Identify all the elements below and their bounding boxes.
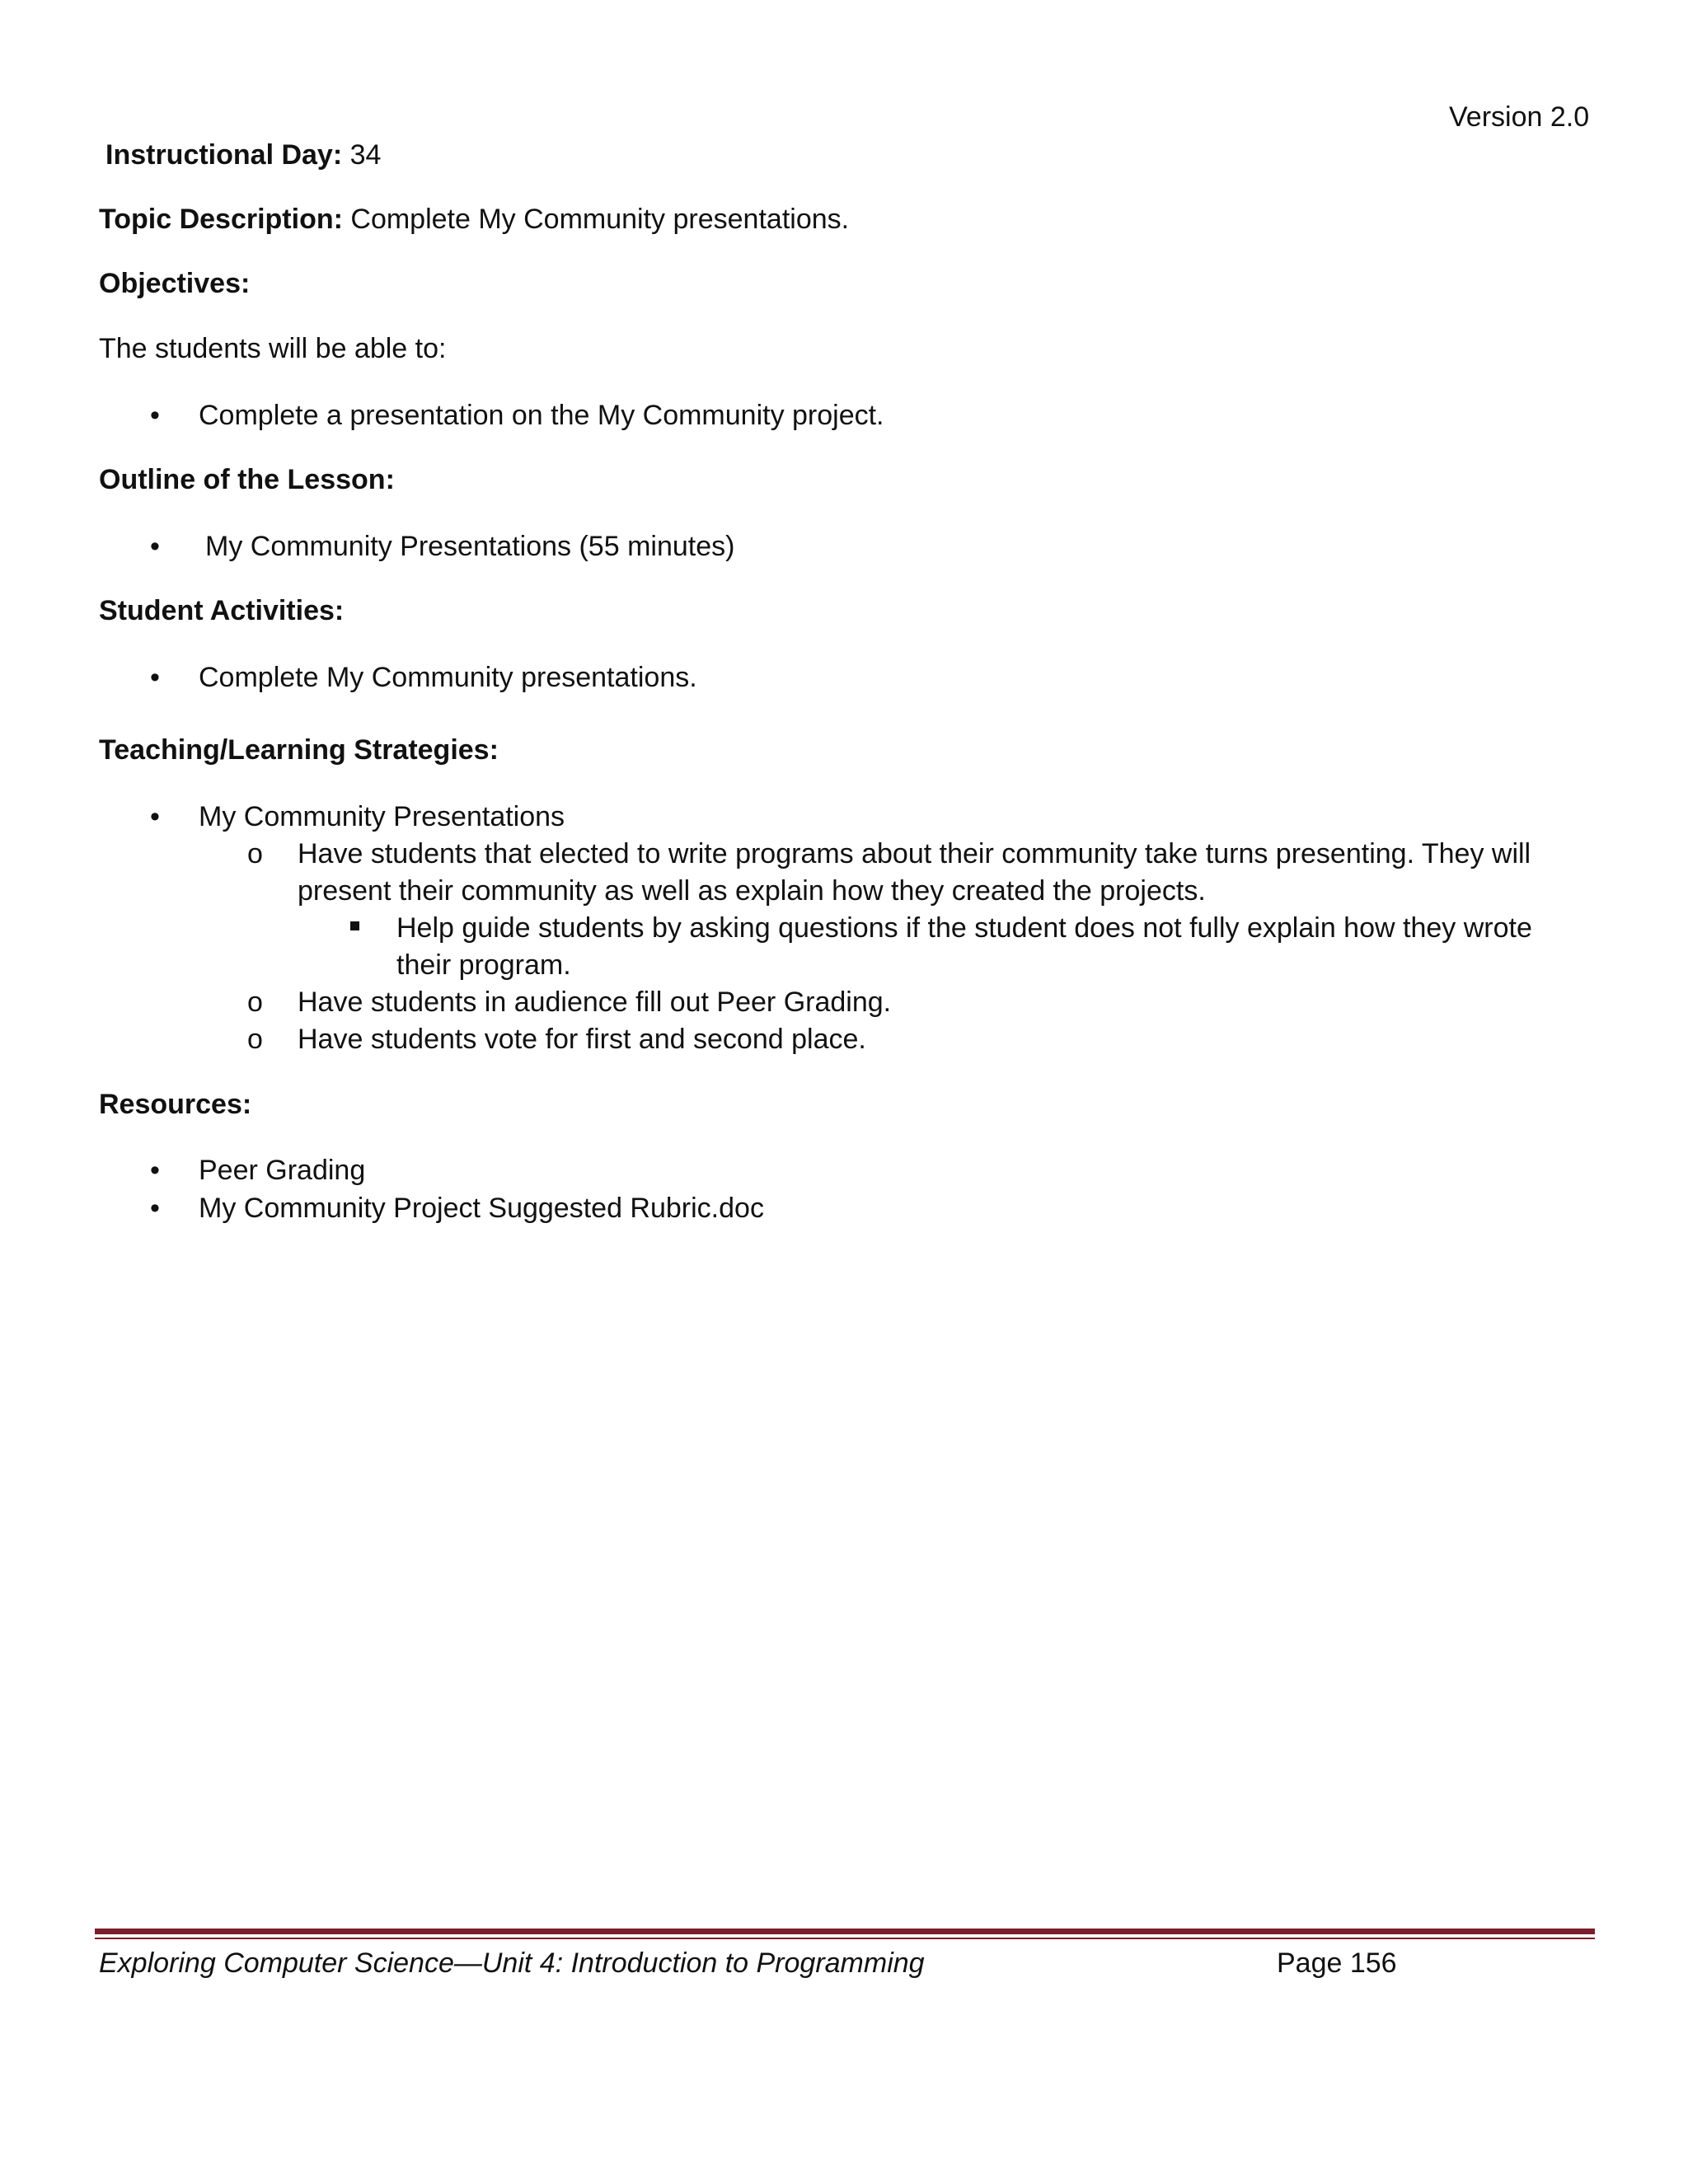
bullet-icon: • <box>150 801 160 832</box>
outline-heading: Outline of the Lesson: <box>99 464 395 495</box>
outline-item: My Community Presentations (55 minutes) <box>205 531 735 562</box>
instructional-day-value: 34 <box>342 139 382 171</box>
objectives-intro: The students will be able to: <box>99 333 447 364</box>
topic-description-label: Topic Description: <box>99 204 343 235</box>
strategy-sub-item-1-line-2: present their community as well as explain how they created the projects. <box>298 875 1206 907</box>
footer-page-number: Page 156 <box>1277 1947 1397 1979</box>
topic-description <box>99 201 849 237</box>
instructional-day <box>106 137 381 173</box>
topic-description-value: Complete My Community presentations. <box>342 204 850 235</box>
footer-rule <box>95 1929 1595 1934</box>
objectives-heading: Objectives: <box>99 268 251 299</box>
bullet-icon: • <box>150 531 160 562</box>
strategy-sub-item-3: Have students vote for first and second place. <box>298 1024 866 1055</box>
bullet-icon: • <box>150 1193 160 1224</box>
circle-bullet-icon: o <box>247 838 263 869</box>
student-activities-heading: Student Activities: <box>99 595 345 626</box>
bullet-icon: • <box>150 662 160 693</box>
strategy-sub-item-2: Have students in audience fill out Peer Grading. <box>298 987 892 1018</box>
square-bullet-icon <box>350 921 359 930</box>
strategy-item: My Community Presentations <box>199 801 565 832</box>
resource-item: Peer Grading <box>199 1155 366 1186</box>
circle-bullet-icon: o <box>247 987 263 1018</box>
strategy-sub-sub-item-line-1: Help guide students by asking questions if the student does not fully explain how they wrote <box>396 912 1532 944</box>
strategies-heading: Teaching/Learning Strategies: <box>99 734 499 766</box>
circle-bullet-icon: o <box>247 1024 263 1055</box>
strategy-sub-item-1-line-1: Have students that elected to write programs about their community take turns presenting. They will <box>298 838 1531 869</box>
footer-title: Exploring Computer Science—Unit 4: Introduction to Programming <box>99 1947 925 1979</box>
resource-item: My Community Project Suggested Rubric.doc <box>199 1193 764 1224</box>
objective-item: Complete a presentation on the My Community project. <box>199 400 884 431</box>
resources-heading: Resources: <box>99 1089 252 1120</box>
strategy-sub-sub-item-line-2: their program. <box>396 949 571 981</box>
student-activity-item: Complete My Community presentations. <box>199 662 697 693</box>
version-label: Version 2.0 <box>1449 101 1590 133</box>
bullet-icon: • <box>150 1155 160 1186</box>
footer-rule-thin <box>95 1938 1595 1939</box>
bullet-icon: • <box>150 400 160 431</box>
instructional-day-label: Instructional Day: <box>106 139 343 171</box>
